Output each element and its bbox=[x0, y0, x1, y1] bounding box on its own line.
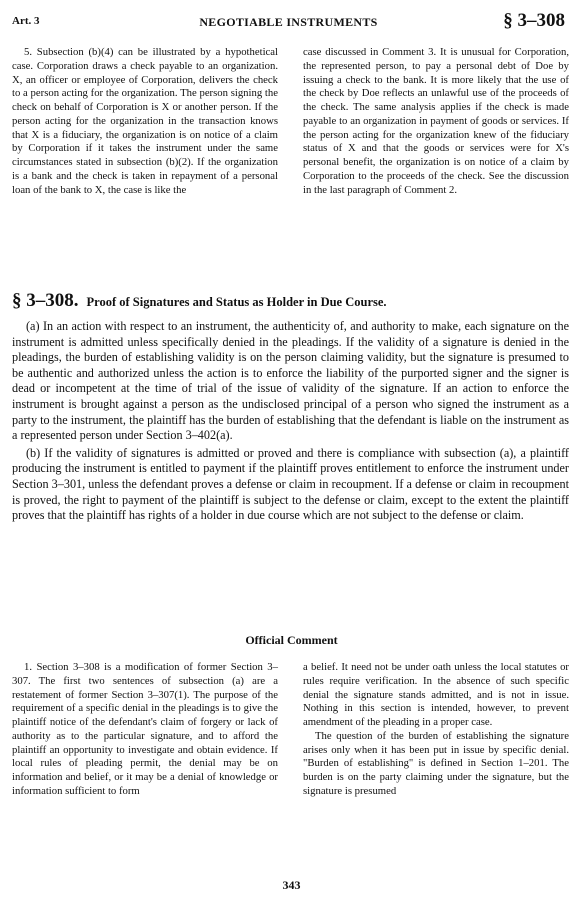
page-number: 343 bbox=[282, 878, 301, 892]
section-marker: § 3–308 bbox=[503, 10, 565, 31]
subsection-b: (b) If the validity of signatures is admitted or proved and there is compliance with subsection (a), a plaintiff producing the instrument is entitled to payment if the plaintiff proves entitlement to enforce the instrument under Section 3–301, unless the defendant proves a defense or claim in recoupment. If a defense or claim in recoupment is proved, the right to payment of the plaintiff is subject to the defense or claim, except to the extent the plaintiff proves that the plaintiff has rights of a holder in due course which are not subject to the defense or claim. bbox=[12, 445, 569, 523]
continued-comment-right-column bbox=[303, 46, 569, 278]
article-label: Art. 3 bbox=[12, 15, 40, 27]
statute-section bbox=[12, 290, 569, 524]
continued-comment bbox=[12, 46, 569, 278]
subsection-a: (a) In an action with respect to an instrument, the authenticity of, and authority to make, each signature on the instrument is admitted unless specifically denied in the pleadings. If the validity of a signature is denied in the pleadings, the burden of establishing validity is on the person claiming validity, but the signature is presumed to be authentic and authorized unless the action is to enforce the liability of the purported signer and the signer is dead or incompetent at the time of trial of the issue of validity of the signature. If an action to enforce the instrument is brought against a person as the undisclosed principal of a person who signed the instrument as a party to the instrument, the plaintiff has the burden of establishing that the defendant is liable on the instrument as a represented person under Section 3–402(a). bbox=[12, 319, 569, 443]
section-number: § 3–308. bbox=[12, 290, 79, 311]
official-comment-right-column bbox=[303, 661, 569, 893]
official-comment-left-column bbox=[12, 661, 278, 893]
comment-paragraph: 5. Subsection (b)(4) can be illustrated by a hypothetical case. Corporation draws a check payable to an organization. X, an officer or employee of Corporation, delivers the check to a person acting for the organization. The person signing the check on behalf of Corporation is X or another person. If the person acting for the organization in the transaction knows that X is a fiduciary, the organization is on notice of a claim by Corporation if it takes the instrument under the same circumstances stated in subsection (b)(2). If the organization is a bank and the check is taken in repayment of a personal loan of the bank to X, the case is like the bbox=[12, 46, 278, 196]
running-head bbox=[12, 12, 565, 34]
comment-paragraph: 1. Section 3–308 is a modification of former Section 3–307. The first two sentences of subsection (a) are a restatement of former Section 3–307(1). The purpose of the requirement of a specific denial in the pleadings is to give the plaintiff notice of the defendant's claim of forgery or lack of authority as to the particular signature, and to afford the plaintiff an opportunity to investigate and obtain evidence. If local rules of pleading permit, the denial may be on information and belief, or it may be a denial of knowledge or information sufficient to form bbox=[12, 661, 278, 797]
section-heading bbox=[12, 290, 569, 313]
continued-comment-left-column bbox=[12, 46, 278, 278]
running-title: NEGOTIABLE INSTRUMENTS bbox=[199, 15, 378, 29]
comment-paragraph: case discussed in Comment 3. It is unusual for Corporation, the represented person, to pay a personal debt of Doe by issuing a check to the bank. It is more likely that the use of the check by Doe reflects an unlawful use of the proceeds of the check. The same analysis applies if the check is made payable to an organization in payment of goods or services. If the person acting for the organization knew of the fiduciary status of X and that the goods or services were for X's personal benefit, the organization is on notice of a claim by Corporation to the proceeds of the check. See the discussion in the last paragraph of Comment 2. bbox=[303, 46, 569, 196]
comment-paragraph: a belief. It need not be under oath unless the local statutes or rules require verification. In the absence of such specific denial the signature stands admitted, and is not in issue. Nothing in this section is intended, however, to prevent amendment of the pleading in a proper case. bbox=[303, 661, 569, 728]
comment-paragraph: The question of the burden of establishing the signature arises only when it has been put in issue by specific denial. "Burden of establishing" is defined in Section 1–201. The burden is on the party claiming under the signature, but the signature is presumed bbox=[303, 729, 569, 797]
official-comment-heading: Official Comment bbox=[245, 633, 338, 647]
official-comment bbox=[12, 661, 569, 893]
section-title: Proof of Signatures and Status as Holder in Due Course. bbox=[86, 295, 387, 309]
